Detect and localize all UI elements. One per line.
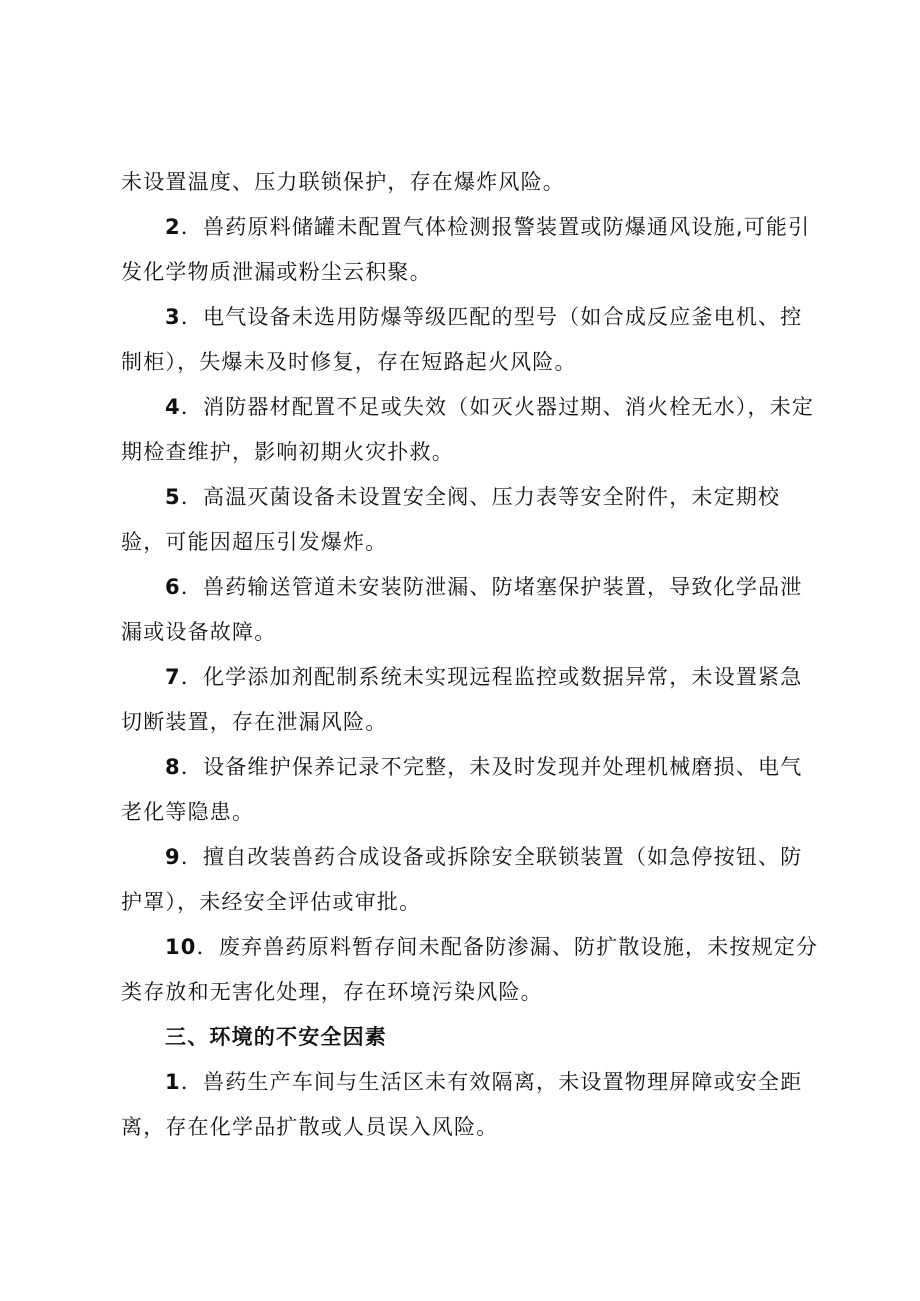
- item-separator: ．: [180, 665, 204, 689]
- list-item: [121, 205, 821, 295]
- item-text: 废弃兽药原料暂存间未配备防渗漏、防扩散设施，未按规定分类存放和无害化处理，存在环境污染风险。: [121, 935, 819, 1004]
- item-number: 1: [165, 1070, 181, 1094]
- list-item: [121, 745, 821, 835]
- item-number: 4: [165, 395, 181, 419]
- list-item: [121, 925, 821, 1015]
- item-separator: ．: [180, 485, 204, 509]
- item-separator: ．: [180, 215, 204, 239]
- item-text: 兽药原料储罐未配置气体检测报警装置或防爆通风设施,可能引发化学物质泄漏或粉尘云积聚。: [121, 215, 811, 284]
- document-body: [121, 160, 821, 1150]
- list-item: [121, 655, 821, 745]
- item-number: 3: [165, 305, 181, 329]
- item-separator: ．: [180, 755, 204, 779]
- item-number: 9: [165, 845, 181, 869]
- item-separator: ．: [180, 395, 204, 419]
- item-text: 消防器材配置不足或失效（如灭火器过期、消火栓无水），未定期检查维护，影响初期火灾扑救。: [121, 395, 815, 464]
- item-text: 兽药生产车间与生活区未有效隔离，未设置物理屏障或安全距离，存在化学品扩散或人员误入风险。: [121, 1070, 803, 1139]
- item-number: 8: [165, 755, 181, 779]
- item-number: 2: [165, 215, 181, 239]
- list-item: [121, 1060, 821, 1150]
- list-item: [121, 565, 821, 655]
- item-text: 兽药输送管道未安装防泄漏、防堵塞保护装置，导致化学品泄漏或设备故障。: [121, 575, 803, 644]
- item-separator: ．: [180, 575, 204, 599]
- section-heading: 三、环境的不安全因素: [165, 1025, 387, 1049]
- item-text: 高温灭菌设备未设置安全阀、压力表等安全附件，未定期校验，可能因超压引发爆炸。: [121, 485, 781, 554]
- item-separator: ．: [180, 305, 204, 329]
- item-separator: ．: [180, 845, 204, 869]
- list-item: [121, 385, 821, 475]
- item-number: 5: [165, 485, 181, 509]
- item-number: 6: [165, 575, 181, 599]
- continuation-paragraph: 未设置温度、压力联锁保护，存在爆炸风险。: [121, 170, 565, 194]
- item-text: 电气设备未选用防爆等级匹配的型号（如合成反应釜电机、控制柜），失爆未及时修复，存在短路起火风险。: [121, 305, 803, 374]
- list-item: [121, 475, 821, 565]
- list-item: [121, 295, 821, 385]
- list-item: [121, 835, 821, 925]
- item-number: 7: [165, 665, 181, 689]
- item-text: 擅自改装兽药合成设备或拆除安全联锁装置（如急停按钮、防护罩），未经安全评估或审批。: [121, 845, 803, 914]
- item-separator: ．: [196, 935, 219, 959]
- item-number: 10: [165, 935, 197, 959]
- item-separator: ．: [180, 1070, 204, 1094]
- item-text: 设备维护保养记录不完整，未及时发现并处理机械磨损、电气老化等隐患。: [121, 755, 803, 824]
- item-text: 化学添加剂配制系统未实现远程监控或数据异常，未设置紧急切断装置，存在泄漏风险。: [121, 665, 803, 734]
